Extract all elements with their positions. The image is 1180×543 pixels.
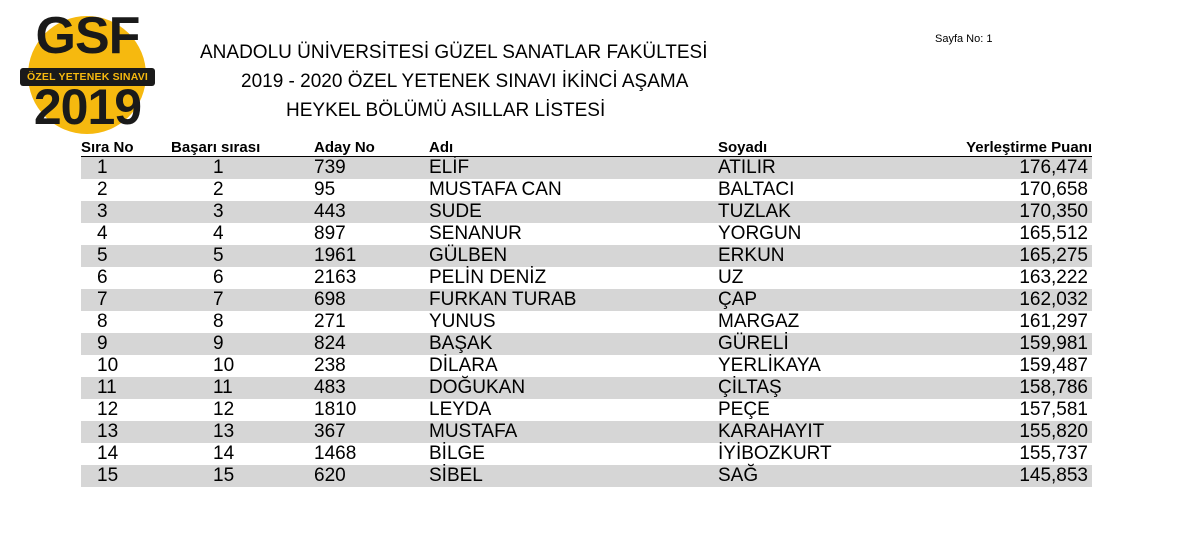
cell-basari-sirasi: 13 — [213, 421, 235, 442]
cell-soyadi: KARAHAYIT — [718, 421, 825, 442]
cell-sira-no: 14 — [97, 443, 119, 464]
header-basari-sirasi: Başarı sırası — [171, 139, 261, 156]
cell-yerlestirme-puani: 170,350 — [1019, 201, 1088, 222]
table-row — [81, 157, 1092, 179]
cell-soyadi: UZ — [718, 267, 744, 288]
cell-sira-no: 8 — [97, 311, 108, 332]
cell-sira-no: 5 — [97, 245, 108, 266]
cell-aday-no: 698 — [314, 289, 346, 310]
cell-yerlestirme-puani: 145,853 — [1019, 465, 1088, 486]
cell-yerlestirme-puani: 155,820 — [1019, 421, 1088, 442]
cell-sira-no: 9 — [97, 333, 108, 354]
cell-yerlestirme-puani: 176,474 — [1019, 157, 1088, 178]
cell-aday-no: 739 — [314, 157, 346, 178]
cell-basari-sirasi: 12 — [213, 399, 235, 420]
cell-aday-no: 483 — [314, 377, 346, 398]
table-body — [81, 157, 1092, 487]
cell-sira-no: 4 — [97, 223, 108, 244]
cell-basari-sirasi: 11 — [213, 377, 233, 398]
table-row — [81, 223, 1092, 245]
table-row — [81, 465, 1092, 487]
logo-gsf-text: GSF — [35, 7, 140, 65]
cell-basari-sirasi: 1 — [213, 157, 224, 178]
table-row — [81, 201, 1092, 223]
cell-soyadi: MARGAZ — [718, 311, 800, 332]
table-row — [81, 355, 1092, 377]
cell-yerlestirme-puani: 170,658 — [1019, 179, 1088, 200]
cell-sira-no: 11 — [97, 377, 117, 398]
cell-aday-no: 1961 — [314, 245, 357, 266]
table-row — [81, 377, 1092, 399]
cell-soyadi: YORGUN — [718, 223, 802, 244]
title-line-3: HEYKEL BÖLÜMÜ ASILLAR LİSTESİ — [286, 100, 606, 121]
cell-soyadi: ERKUN — [718, 245, 785, 266]
cell-yerlestirme-puani: 158,786 — [1019, 377, 1088, 398]
cell-basari-sirasi: 14 — [213, 443, 235, 464]
cell-basari-sirasi: 4 — [213, 223, 224, 244]
cell-adi: FURKAN TURAB — [429, 289, 577, 310]
cell-adi: MUSTAFA — [429, 421, 518, 442]
cell-sira-no: 2 — [97, 179, 108, 200]
cell-sira-no: 12 — [97, 399, 119, 420]
cell-adi: BİLGE — [429, 443, 485, 464]
table-row — [81, 267, 1092, 289]
cell-basari-sirasi: 2 — [213, 179, 224, 200]
cell-adi: BAŞAK — [429, 333, 493, 354]
cell-aday-no: 2163 — [314, 267, 357, 288]
cell-aday-no: 1810 — [314, 399, 357, 420]
cell-sira-no: 15 — [97, 465, 119, 486]
document-title — [195, 38, 755, 125]
cell-aday-no: 620 — [314, 465, 346, 486]
logo-band-text: ÖZEL YETENEK SINAVI — [20, 68, 155, 86]
cell-soyadi: TUZLAK — [718, 201, 791, 222]
title-line-1: ANADOLU ÜNİVERSİTESİ GÜZEL SANATLAR FAKÜLTESİ — [200, 42, 708, 63]
table-row — [81, 179, 1092, 201]
cell-sira-no: 6 — [97, 267, 108, 288]
cell-aday-no: 1468 — [314, 443, 357, 464]
cell-yerlestirme-puani: 157,581 — [1019, 399, 1088, 420]
cell-soyadi: PEÇE — [718, 399, 770, 420]
cell-soyadi: ATILIR — [718, 157, 776, 178]
cell-yerlestirme-puani: 165,512 — [1019, 223, 1088, 244]
cell-aday-no: 824 — [314, 333, 346, 354]
table-row — [81, 399, 1092, 421]
table-row — [81, 333, 1092, 355]
cell-yerlestirme-puani: 163,222 — [1019, 267, 1088, 288]
cell-sira-no: 1 — [97, 157, 108, 178]
cell-basari-sirasi: 5 — [213, 245, 224, 266]
cell-sira-no: 7 — [97, 289, 108, 310]
cell-adi: DOĞUKAN — [429, 377, 526, 398]
header-soyadi: Soyadı — [718, 139, 768, 156]
cell-basari-sirasi: 15 — [213, 465, 235, 486]
cell-basari-sirasi: 8 — [213, 311, 224, 332]
cell-aday-no: 443 — [314, 201, 346, 222]
cell-sira-no: 10 — [97, 355, 119, 376]
header-aday-no: Aday No — [314, 139, 375, 156]
cell-aday-no: 897 — [314, 223, 346, 244]
table-row — [81, 245, 1092, 267]
cell-aday-no: 271 — [314, 311, 346, 332]
cell-yerlestirme-puani: 162,032 — [1019, 289, 1088, 310]
cell-adi: LEYDA — [429, 399, 492, 420]
header-sira-no: Sıra No — [81, 139, 134, 156]
cell-basari-sirasi: 9 — [213, 333, 224, 354]
logo-year: 2019 — [33, 79, 142, 135]
results-table — [81, 139, 1092, 487]
cell-basari-sirasi: 3 — [213, 201, 224, 222]
cell-soyadi: GÜRELİ — [718, 333, 789, 354]
title-line-2: 2019 - 2020 ÖZEL YETENEK SINAVI İKİNCİ AŞAMA — [241, 71, 689, 92]
cell-soyadi: ÇAP — [718, 289, 758, 310]
page-number: Sayfa No: 1 — [935, 33, 993, 45]
gsf-logo — [20, 7, 155, 135]
cell-aday-no: 238 — [314, 355, 346, 376]
cell-adi: SİBEL — [429, 465, 483, 486]
cell-adi: ELİF — [429, 157, 470, 178]
cell-soyadi: BALTACI — [718, 179, 795, 200]
table-row — [81, 289, 1092, 311]
cell-adi: YUNUS — [429, 311, 496, 332]
header-adi: Adı — [429, 139, 454, 156]
cell-adi: MUSTAFA CAN — [429, 179, 562, 200]
cell-yerlestirme-puani: 161,297 — [1019, 311, 1088, 332]
cell-soyadi: SAĞ — [718, 465, 759, 486]
cell-adi: PELİN DENİZ — [429, 267, 547, 288]
cell-sira-no: 13 — [97, 421, 119, 442]
cell-yerlestirme-puani: 155,737 — [1019, 443, 1088, 464]
cell-basari-sirasi: 7 — [213, 289, 224, 310]
table-row — [81, 443, 1092, 465]
cell-yerlestirme-puani: 165,275 — [1019, 245, 1088, 266]
cell-soyadi: İYİBOZKURT — [718, 443, 832, 464]
table-header — [81, 139, 1092, 157]
cell-yerlestirme-puani: 159,487 — [1019, 355, 1088, 376]
cell-aday-no: 95 — [314, 179, 336, 200]
cell-adi: SENANUR — [429, 223, 522, 244]
cell-adi: DİLARA — [429, 355, 498, 376]
cell-sira-no: 3 — [97, 201, 108, 222]
cell-soyadi: ÇİLTAŞ — [718, 377, 782, 398]
cell-basari-sirasi: 6 — [213, 267, 224, 288]
cell-basari-sirasi: 10 — [213, 355, 235, 376]
cell-adi: GÜLBEN — [429, 245, 508, 266]
cell-adi: SUDE — [429, 201, 482, 222]
table-row — [81, 311, 1092, 333]
cell-aday-no: 367 — [314, 421, 346, 442]
cell-yerlestirme-puani: 159,981 — [1019, 333, 1088, 354]
header-yerlestirme-puani: Yerleştirme Puanı — [966, 139, 1092, 156]
table-row — [81, 421, 1092, 443]
cell-soyadi: YERLİKAYA — [718, 355, 821, 376]
